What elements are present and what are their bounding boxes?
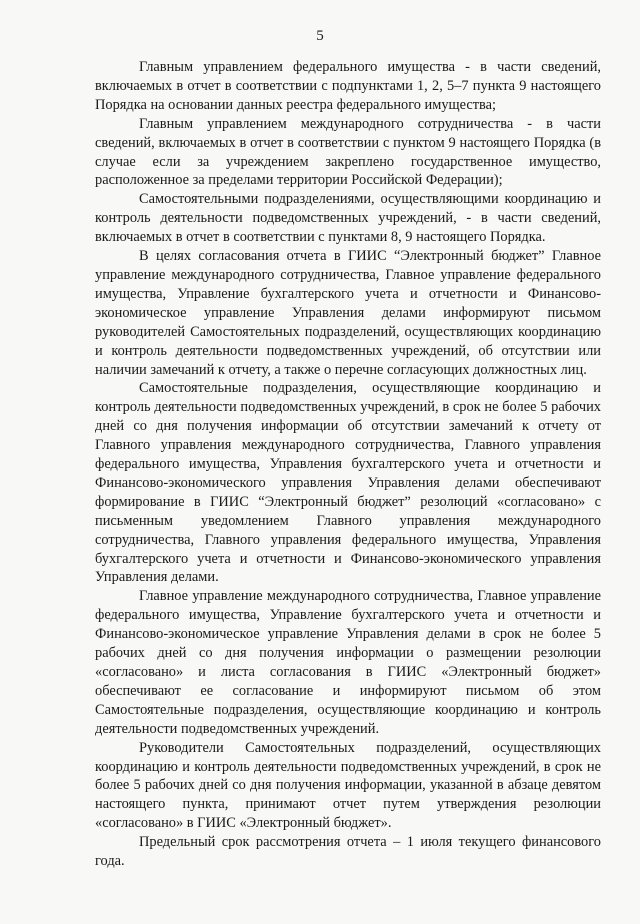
paragraph: Главное управление международного сотрудничества, Главное управление федерального имущества, Управление бухгалтерского учета и отчетности и Финансово-экономическое управление Управления делами в срок не более 5 рабочих дней со дня получения информации о размещении резолюции «согласовано» и листа согласования в ГИИС «Электронный бюджет» обеспечивают ее согласование и информируют письмом об этом Самостоятельные подразделения, осуществляющие координацию и контроль деятельности подведомственных учреждений.: [95, 588, 601, 737]
paragraph: Главным управлением федерального имущества - в части сведений, включаемых в отчет в соответствии с подпунктами 1, 2, 5–7 пункта 9 настоящего Порядка на основании данных реестра федерального имущества;: [95, 59, 601, 113]
paragraph: Самостоятельными подразделениями, осуществляющими координацию и контроль деятельности подведомственных учреждений, - в части сведений, включаемых в отчет в соответствии с пунктами 8, 9 настоящего Порядка.: [95, 191, 601, 246]
paragraph: Самостоятельные подразделения, осуществляющие координацию и контроль деятельности подведомственных учреждений, в срок не более 5 рабочих дней со дня получения информации об отсутствии замечаний к отчету от Главного управления международного сотрудничества, Главного управления федерального имущества, Управления бухгалтерского учета и отчетности и Финансово-экономического управления Управления делами обеспечивают формирование в ГИИС “Электронный бюджет” резолюций «согласовано» с письменным уведомлением Главного управления международного сотрудничества, Главного управления федерального имущества, Управления бухгалтерского учета и отчетности и Финансово-экономического управления Управления делами.: [95, 380, 601, 586]
document-body: [95, 58, 601, 871]
paragraph: Предельный срок рассмотрения отчета – 1 июля текущего финансового года.: [95, 834, 601, 870]
paragraph: В целях согласования отчета в ГИИС “Электронный бюджет” Главное управление международного сотрудничества, Главное управление федерального имущества, Управление бухгалтерского учета и отчетности и Финансово-экономическое управление Управления делами информируют письмом руководителей Самостоятельных подразделений, осуществляющих координацию и контроль деятельности подведомственных учреждений, об отсутствии или наличии замечаний к отчету, а также о перечне согласующих должностных лиц.: [95, 248, 601, 378]
paragraph: Руководители Самостоятельных подразделений, осуществляющих координацию и контроль деятельности подведомственных учреждений, в срок не более 5 рабочих дней со дня получения информации, указанной в абзаце девятом настоящего пункта, принимают отчет путем утверждения резолюции «согласовано» в ГИИС «Электронный бюджет».: [95, 739, 601, 832]
paragraph: Главным управлением международного сотрудничества - в части сведений, включаемых в отчет в соответствии с пунктом 9 настоящего Порядка (в случае если за учреждением закреплено государственное имущество, расположенное за пределами территории Российской Федерации);: [95, 115, 601, 189]
page-number: 5: [316, 28, 324, 44]
